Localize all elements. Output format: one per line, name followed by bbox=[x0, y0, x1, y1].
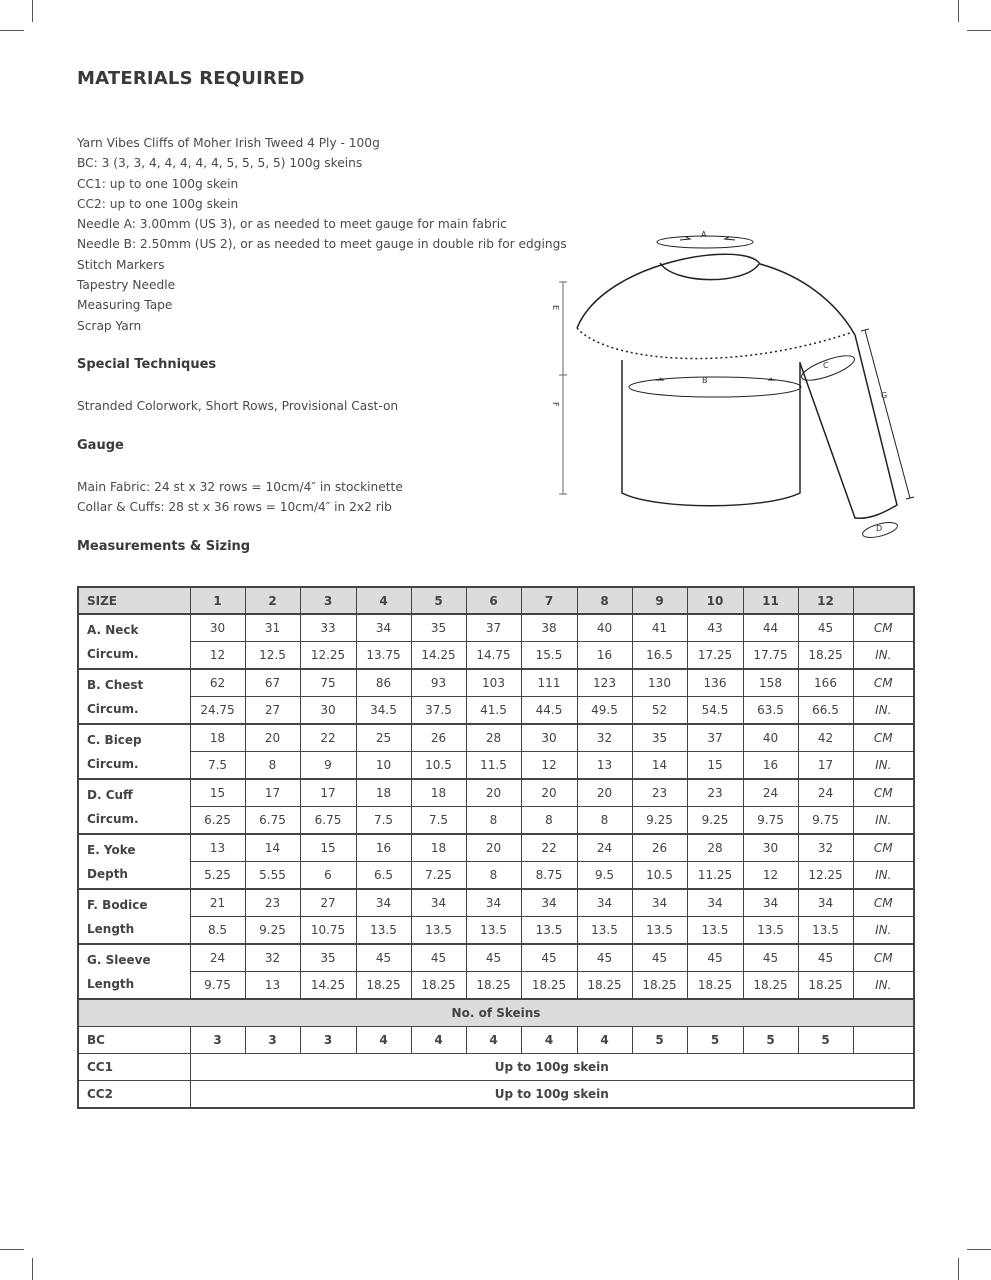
measurement-label bbox=[78, 724, 190, 779]
in-value-cell: 18.25 bbox=[798, 972, 853, 1000]
unit-cm-cell: CM bbox=[853, 834, 914, 862]
page-title: MATERIALS REQUIRED bbox=[77, 68, 305, 89]
in-value-cell: 9.75 bbox=[743, 807, 798, 835]
measurement-label-line1: D. Cuff bbox=[87, 787, 133, 802]
cm-value-cell: 20 bbox=[466, 834, 521, 862]
unit-in-cell: IN. bbox=[853, 917, 914, 945]
in-value-cell: 12.25 bbox=[300, 642, 356, 670]
cm-value-cell: 20 bbox=[577, 779, 632, 807]
in-value-cell: 14.75 bbox=[466, 642, 521, 670]
cm-value-cell: 45 bbox=[798, 614, 853, 642]
label-e: E bbox=[551, 305, 560, 311]
cm-value-cell: 34 bbox=[466, 889, 521, 917]
in-value-cell: 13.5 bbox=[577, 917, 632, 945]
skeins-bc-value: 4 bbox=[466, 1027, 521, 1054]
measurement-label bbox=[78, 889, 190, 944]
in-value-cell: 13.5 bbox=[632, 917, 687, 945]
gauge-collar-cuffs: Collar & Cuffs: 28 st x 36 rows = 10cm/4″ in 2x2 rib bbox=[77, 500, 392, 514]
in-value-cell: 63.5 bbox=[743, 697, 798, 725]
cm-value-cell: 136 bbox=[687, 669, 743, 697]
skeins-bc-value: 3 bbox=[190, 1027, 245, 1054]
table-row bbox=[78, 972, 914, 1000]
in-value-cell: 6.75 bbox=[245, 807, 300, 835]
materials-list bbox=[77, 133, 567, 336]
cm-value-cell: 35 bbox=[300, 944, 356, 972]
cm-value-cell: 24 bbox=[743, 779, 798, 807]
measurement-label bbox=[78, 834, 190, 889]
crop-mark bbox=[32, 1258, 33, 1280]
measurement-label-line1: E. Yoke bbox=[87, 842, 136, 857]
material-item: Stitch Markers bbox=[77, 257, 165, 272]
cm-value-cell: 20 bbox=[521, 779, 577, 807]
measurement-label-line1: F. Bodice bbox=[87, 897, 148, 912]
cm-value-cell: 45 bbox=[743, 944, 798, 972]
table-row bbox=[78, 697, 914, 725]
in-value-cell: 12 bbox=[190, 642, 245, 670]
cm-value-cell: 40 bbox=[577, 614, 632, 642]
crop-mark bbox=[958, 1258, 959, 1280]
header-cell: 1 bbox=[190, 587, 245, 614]
in-value-cell: 8 bbox=[466, 807, 521, 835]
cm-value-cell: 123 bbox=[577, 669, 632, 697]
table-row bbox=[78, 614, 914, 642]
in-value-cell: 13.5 bbox=[466, 917, 521, 945]
cm-value-cell: 28 bbox=[687, 834, 743, 862]
gauge-heading: Gauge bbox=[77, 438, 124, 453]
cm-value-cell: 16 bbox=[356, 834, 411, 862]
in-value-cell: 13.5 bbox=[411, 917, 466, 945]
cm-value-cell: 27 bbox=[300, 889, 356, 917]
skeins-bc-row bbox=[78, 1027, 914, 1054]
in-value-cell: 10.75 bbox=[300, 917, 356, 945]
cm-value-cell: 86 bbox=[356, 669, 411, 697]
in-value-cell: 7.5 bbox=[411, 807, 466, 835]
skeins-cc1-label: CC1 bbox=[78, 1054, 190, 1081]
in-value-cell: 34.5 bbox=[356, 697, 411, 725]
material-item: Yarn Vibes Cliffs of Moher Irish Tweed 4 Ply - 100g bbox=[77, 136, 380, 150]
in-value-cell: 7.5 bbox=[356, 807, 411, 835]
skeins-bc-value: 5 bbox=[687, 1027, 743, 1054]
in-value-cell: 13.5 bbox=[798, 917, 853, 945]
table-row bbox=[78, 917, 914, 945]
cm-value-cell: 18 bbox=[190, 724, 245, 752]
in-value-cell: 6.25 bbox=[190, 807, 245, 835]
unit-cm-cell: CM bbox=[853, 944, 914, 972]
in-value-cell: 9 bbox=[300, 752, 356, 780]
in-value-cell: 41.5 bbox=[466, 697, 521, 725]
cm-value-cell: 24 bbox=[798, 779, 853, 807]
cm-value-cell: 34 bbox=[521, 889, 577, 917]
label-b: B bbox=[702, 376, 708, 385]
cm-value-cell: 15 bbox=[190, 779, 245, 807]
in-value-cell: 15 bbox=[687, 752, 743, 780]
in-value-cell: 6 bbox=[300, 862, 356, 890]
in-value-cell: 13.75 bbox=[356, 642, 411, 670]
measurement-label-line2: Circum. bbox=[87, 811, 139, 826]
cm-value-cell: 34 bbox=[798, 889, 853, 917]
in-value-cell: 9.25 bbox=[632, 807, 687, 835]
in-value-cell: 17.25 bbox=[687, 642, 743, 670]
measurement-label-line1: A. Neck bbox=[87, 622, 139, 637]
in-value-cell: 18.25 bbox=[466, 972, 521, 1000]
in-value-cell: 27 bbox=[245, 697, 300, 725]
in-value-cell: 12.25 bbox=[798, 862, 853, 890]
cm-value-cell: 32 bbox=[798, 834, 853, 862]
cm-value-cell: 34 bbox=[687, 889, 743, 917]
label-f: F bbox=[551, 402, 560, 407]
cm-value-cell: 45 bbox=[798, 944, 853, 972]
skeins-cc2-label: CC2 bbox=[78, 1081, 190, 1109]
in-value-cell: 9.25 bbox=[687, 807, 743, 835]
table-row bbox=[78, 807, 914, 835]
cm-value-cell: 45 bbox=[632, 944, 687, 972]
header-cell: 12 bbox=[798, 587, 853, 614]
in-value-cell: 10.5 bbox=[411, 752, 466, 780]
unit-in-cell: IN. bbox=[853, 697, 914, 725]
cm-value-cell: 26 bbox=[411, 724, 466, 752]
cm-value-cell: 62 bbox=[190, 669, 245, 697]
measurement-label-line2: Depth bbox=[87, 866, 128, 881]
measurement-label-line1: B. Chest bbox=[87, 677, 144, 692]
skeins-heading: No. of Skeins bbox=[78, 999, 914, 1027]
crop-mark bbox=[967, 30, 991, 31]
in-value-cell: 5.25 bbox=[190, 862, 245, 890]
table-header-row bbox=[78, 587, 914, 614]
cm-value-cell: 23 bbox=[687, 779, 743, 807]
cm-value-cell: 45 bbox=[411, 944, 466, 972]
in-value-cell: 8 bbox=[466, 862, 521, 890]
crop-mark bbox=[958, 0, 959, 22]
cm-value-cell: 45 bbox=[521, 944, 577, 972]
measurement-label bbox=[78, 614, 190, 669]
skeins-cc1-row bbox=[78, 1054, 914, 1081]
in-value-cell: 18.25 bbox=[411, 972, 466, 1000]
cm-value-cell: 35 bbox=[632, 724, 687, 752]
skeins-bc-value: 4 bbox=[411, 1027, 466, 1054]
cm-value-cell: 34 bbox=[411, 889, 466, 917]
in-value-cell: 8 bbox=[245, 752, 300, 780]
crop-mark bbox=[32, 0, 33, 22]
material-item: Tapestry Needle bbox=[77, 278, 176, 293]
cm-value-cell: 34 bbox=[356, 889, 411, 917]
skeins-bc-value: 4 bbox=[577, 1027, 632, 1054]
in-value-cell: 12.5 bbox=[245, 642, 300, 670]
in-value-cell: 18.25 bbox=[632, 972, 687, 1000]
cm-value-cell: 34 bbox=[632, 889, 687, 917]
table-row bbox=[78, 834, 914, 862]
skeins-bc-value: 5 bbox=[798, 1027, 853, 1054]
cm-value-cell: 15 bbox=[300, 834, 356, 862]
in-value-cell: 13 bbox=[577, 752, 632, 780]
table-row bbox=[78, 724, 914, 752]
skeins-header-row bbox=[78, 999, 914, 1027]
special-techniques-text: Stranded Colorwork, Short Rows, Provisional Cast-on bbox=[77, 399, 399, 413]
in-value-cell: 18.25 bbox=[356, 972, 411, 1000]
unit-in-cell: IN. bbox=[853, 972, 914, 1000]
in-value-cell: 18.25 bbox=[687, 972, 743, 1000]
skeins-bc-value: 5 bbox=[632, 1027, 687, 1054]
header-cell: 5 bbox=[411, 587, 466, 614]
header-cell: 7 bbox=[521, 587, 577, 614]
table-row bbox=[78, 889, 914, 917]
cm-value-cell: 18 bbox=[411, 779, 466, 807]
skeins-bc-value: 4 bbox=[356, 1027, 411, 1054]
in-value-cell: 7.5 bbox=[190, 752, 245, 780]
material-item: Needle A: 3.00mm (US 3), or as needed to meet gauge for main fabric bbox=[77, 217, 507, 232]
header-cell: 2 bbox=[245, 587, 300, 614]
skeins-bc-value: 3 bbox=[300, 1027, 356, 1054]
material-item: BC: 3 (3, 3, 4, 4, 4, 4, 4, 5, 5, 5, 5) 100g skeins bbox=[77, 156, 363, 171]
in-value-cell: 13.5 bbox=[687, 917, 743, 945]
in-value-cell: 44.5 bbox=[521, 697, 577, 725]
header-cell: 9 bbox=[632, 587, 687, 614]
empty-cell bbox=[853, 1027, 914, 1054]
in-value-cell: 66.5 bbox=[798, 697, 853, 725]
cm-value-cell: 111 bbox=[521, 669, 577, 697]
cm-value-cell: 103 bbox=[466, 669, 521, 697]
cm-value-cell: 166 bbox=[798, 669, 853, 697]
cm-value-cell: 38 bbox=[521, 614, 577, 642]
in-value-cell: 10.5 bbox=[632, 862, 687, 890]
material-item: Scrap Yarn bbox=[77, 318, 142, 333]
in-value-cell: 12 bbox=[743, 862, 798, 890]
measurement-label bbox=[78, 669, 190, 724]
cm-value-cell: 45 bbox=[687, 944, 743, 972]
skeins-cc2-row bbox=[78, 1081, 914, 1109]
gauge-main-fabric: Main Fabric: 24 st x 32 rows = 10cm/4″ in stockinette bbox=[77, 480, 403, 494]
table-row bbox=[78, 642, 914, 670]
cm-value-cell: 34 bbox=[743, 889, 798, 917]
in-value-cell: 30 bbox=[300, 697, 356, 725]
cm-value-cell: 32 bbox=[245, 944, 300, 972]
skeins-bc-value: 3 bbox=[245, 1027, 300, 1054]
cm-value-cell: 22 bbox=[521, 834, 577, 862]
in-value-cell: 18.25 bbox=[743, 972, 798, 1000]
in-value-cell: 18.25 bbox=[521, 972, 577, 1000]
skeins-cc2-value: Up to 100g skein bbox=[190, 1081, 914, 1109]
in-value-cell: 24.75 bbox=[190, 697, 245, 725]
in-value-cell: 8 bbox=[577, 807, 632, 835]
in-value-cell: 13.5 bbox=[521, 917, 577, 945]
in-value-cell: 12 bbox=[521, 752, 577, 780]
cm-value-cell: 30 bbox=[190, 614, 245, 642]
cm-value-cell: 37 bbox=[687, 724, 743, 752]
measurement-label-line1: C. Bicep bbox=[87, 732, 142, 747]
crop-mark bbox=[0, 30, 24, 31]
measurement-label-line2: Circum. bbox=[87, 646, 139, 661]
label-g: G bbox=[881, 391, 888, 400]
cm-value-cell: 33 bbox=[300, 614, 356, 642]
in-value-cell: 11.25 bbox=[687, 862, 743, 890]
table-row bbox=[78, 669, 914, 697]
measurements-heading: Measurements & Sizing bbox=[77, 539, 251, 554]
measurement-label-line2: Circum. bbox=[87, 756, 139, 771]
cm-value-cell: 17 bbox=[245, 779, 300, 807]
in-value-cell: 6.75 bbox=[300, 807, 356, 835]
special-techniques-heading: Special Techniques bbox=[77, 357, 217, 372]
in-value-cell: 16 bbox=[577, 642, 632, 670]
cm-value-cell: 24 bbox=[577, 834, 632, 862]
unit-in-cell: IN. bbox=[853, 807, 914, 835]
in-value-cell: 8 bbox=[521, 807, 577, 835]
in-value-cell: 37.5 bbox=[411, 697, 466, 725]
cm-value-cell: 45 bbox=[577, 944, 632, 972]
in-value-cell: 5.55 bbox=[245, 862, 300, 890]
cm-value-cell: 158 bbox=[743, 669, 798, 697]
material-item: Measuring Tape bbox=[77, 298, 173, 313]
header-cell: 3 bbox=[300, 587, 356, 614]
in-value-cell: 10 bbox=[356, 752, 411, 780]
in-value-cell: 18.25 bbox=[798, 642, 853, 670]
cm-value-cell: 28 bbox=[466, 724, 521, 752]
cm-value-cell: 45 bbox=[356, 944, 411, 972]
cm-value-cell: 25 bbox=[356, 724, 411, 752]
cm-value-cell: 18 bbox=[411, 834, 466, 862]
cm-value-cell: 23 bbox=[632, 779, 687, 807]
crop-mark bbox=[967, 1249, 991, 1250]
in-value-cell: 54.5 bbox=[687, 697, 743, 725]
in-value-cell: 49.5 bbox=[577, 697, 632, 725]
header-cell bbox=[853, 587, 914, 614]
material-item: CC2: up to one 100g skein bbox=[77, 196, 239, 211]
skeins-bc-value: 4 bbox=[521, 1027, 577, 1054]
in-value-cell: 14.25 bbox=[411, 642, 466, 670]
cm-value-cell: 23 bbox=[245, 889, 300, 917]
cm-value-cell: 13 bbox=[190, 834, 245, 862]
cm-value-cell: 20 bbox=[245, 724, 300, 752]
cm-value-cell: 31 bbox=[245, 614, 300, 642]
cm-value-cell: 37 bbox=[466, 614, 521, 642]
measurement-label-line2: Circum. bbox=[87, 701, 139, 716]
unit-cm-cell: CM bbox=[853, 724, 914, 752]
cm-value-cell: 42 bbox=[798, 724, 853, 752]
material-item: CC1: up to one 100g skein bbox=[77, 176, 239, 191]
in-value-cell: 13.5 bbox=[743, 917, 798, 945]
cm-value-cell: 22 bbox=[300, 724, 356, 752]
in-value-cell: 9.75 bbox=[798, 807, 853, 835]
cm-value-cell: 40 bbox=[743, 724, 798, 752]
header-cell: 11 bbox=[743, 587, 798, 614]
in-value-cell: 14.25 bbox=[300, 972, 356, 1000]
unit-in-cell: IN. bbox=[853, 642, 914, 670]
table-row bbox=[78, 752, 914, 780]
cm-value-cell: 130 bbox=[632, 669, 687, 697]
measurement-label-line2: Length bbox=[87, 976, 135, 991]
material-item: Needle B: 2.50mm (US 2), or as needed to meet gauge in double rib for edgings bbox=[77, 237, 567, 252]
cm-value-cell: 35 bbox=[411, 614, 466, 642]
in-value-cell: 16 bbox=[743, 752, 798, 780]
cm-value-cell: 30 bbox=[743, 834, 798, 862]
sizing-table bbox=[77, 586, 915, 1109]
cm-value-cell: 24 bbox=[190, 944, 245, 972]
unit-cm-cell: CM bbox=[853, 779, 914, 807]
cm-value-cell: 17 bbox=[300, 779, 356, 807]
cm-value-cell: 75 bbox=[300, 669, 356, 697]
in-value-cell: 13 bbox=[245, 972, 300, 1000]
label-d: D bbox=[876, 524, 883, 533]
header-cell: 4 bbox=[356, 587, 411, 614]
cm-value-cell: 14 bbox=[245, 834, 300, 862]
in-value-cell: 16.5 bbox=[632, 642, 687, 670]
cm-value-cell: 21 bbox=[190, 889, 245, 917]
table-row bbox=[78, 779, 914, 807]
in-value-cell: 14 bbox=[632, 752, 687, 780]
measurement-label-line2: Length bbox=[87, 921, 135, 936]
in-value-cell: 9.5 bbox=[577, 862, 632, 890]
label-c: C bbox=[823, 361, 829, 370]
in-value-cell: 17 bbox=[798, 752, 853, 780]
crop-mark bbox=[0, 1249, 24, 1250]
cm-value-cell: 93 bbox=[411, 669, 466, 697]
table-row bbox=[78, 862, 914, 890]
cm-value-cell: 43 bbox=[687, 614, 743, 642]
cm-value-cell: 41 bbox=[632, 614, 687, 642]
in-value-cell: 8.5 bbox=[190, 917, 245, 945]
header-cell: 10 bbox=[687, 587, 743, 614]
table-row bbox=[78, 944, 914, 972]
in-value-cell: 11.5 bbox=[466, 752, 521, 780]
cm-value-cell: 26 bbox=[632, 834, 687, 862]
cm-value-cell: 30 bbox=[521, 724, 577, 752]
cm-value-cell: 34 bbox=[356, 614, 411, 642]
cm-value-cell: 44 bbox=[743, 614, 798, 642]
header-cell: 6 bbox=[466, 587, 521, 614]
cm-value-cell: 32 bbox=[577, 724, 632, 752]
header-cell: 8 bbox=[577, 587, 632, 614]
measurement-label-line1: G. Sleeve bbox=[87, 952, 151, 967]
in-value-cell: 7.25 bbox=[411, 862, 466, 890]
cm-value-cell: 45 bbox=[466, 944, 521, 972]
in-value-cell: 13.5 bbox=[356, 917, 411, 945]
in-value-cell: 15.5 bbox=[521, 642, 577, 670]
in-value-cell: 9.75 bbox=[190, 972, 245, 1000]
unit-cm-cell: CM bbox=[853, 889, 914, 917]
measurement-label bbox=[78, 779, 190, 834]
header-cell: SIZE bbox=[78, 587, 190, 614]
unit-in-cell: IN. bbox=[853, 862, 914, 890]
measurement-label bbox=[78, 944, 190, 999]
in-value-cell: 17.75 bbox=[743, 642, 798, 670]
skeins-cc1-value: Up to 100g skein bbox=[190, 1054, 914, 1081]
cm-value-cell: 67 bbox=[245, 669, 300, 697]
unit-cm-cell: CM bbox=[853, 614, 914, 642]
cm-value-cell: 34 bbox=[577, 889, 632, 917]
skeins-bc-value: 5 bbox=[743, 1027, 798, 1054]
cm-value-cell: 20 bbox=[466, 779, 521, 807]
unit-in-cell: IN. bbox=[853, 752, 914, 780]
skeins-bc-label: BC bbox=[78, 1027, 190, 1054]
unit-cm-cell: CM bbox=[853, 669, 914, 697]
in-value-cell: 52 bbox=[632, 697, 687, 725]
label-a: A bbox=[701, 230, 707, 239]
in-value-cell: 8.75 bbox=[521, 862, 577, 890]
sweater-schematic bbox=[545, 220, 925, 560]
in-value-cell: 9.25 bbox=[245, 917, 300, 945]
in-value-cell: 18.25 bbox=[577, 972, 632, 1000]
in-value-cell: 6.5 bbox=[356, 862, 411, 890]
cm-value-cell: 18 bbox=[356, 779, 411, 807]
